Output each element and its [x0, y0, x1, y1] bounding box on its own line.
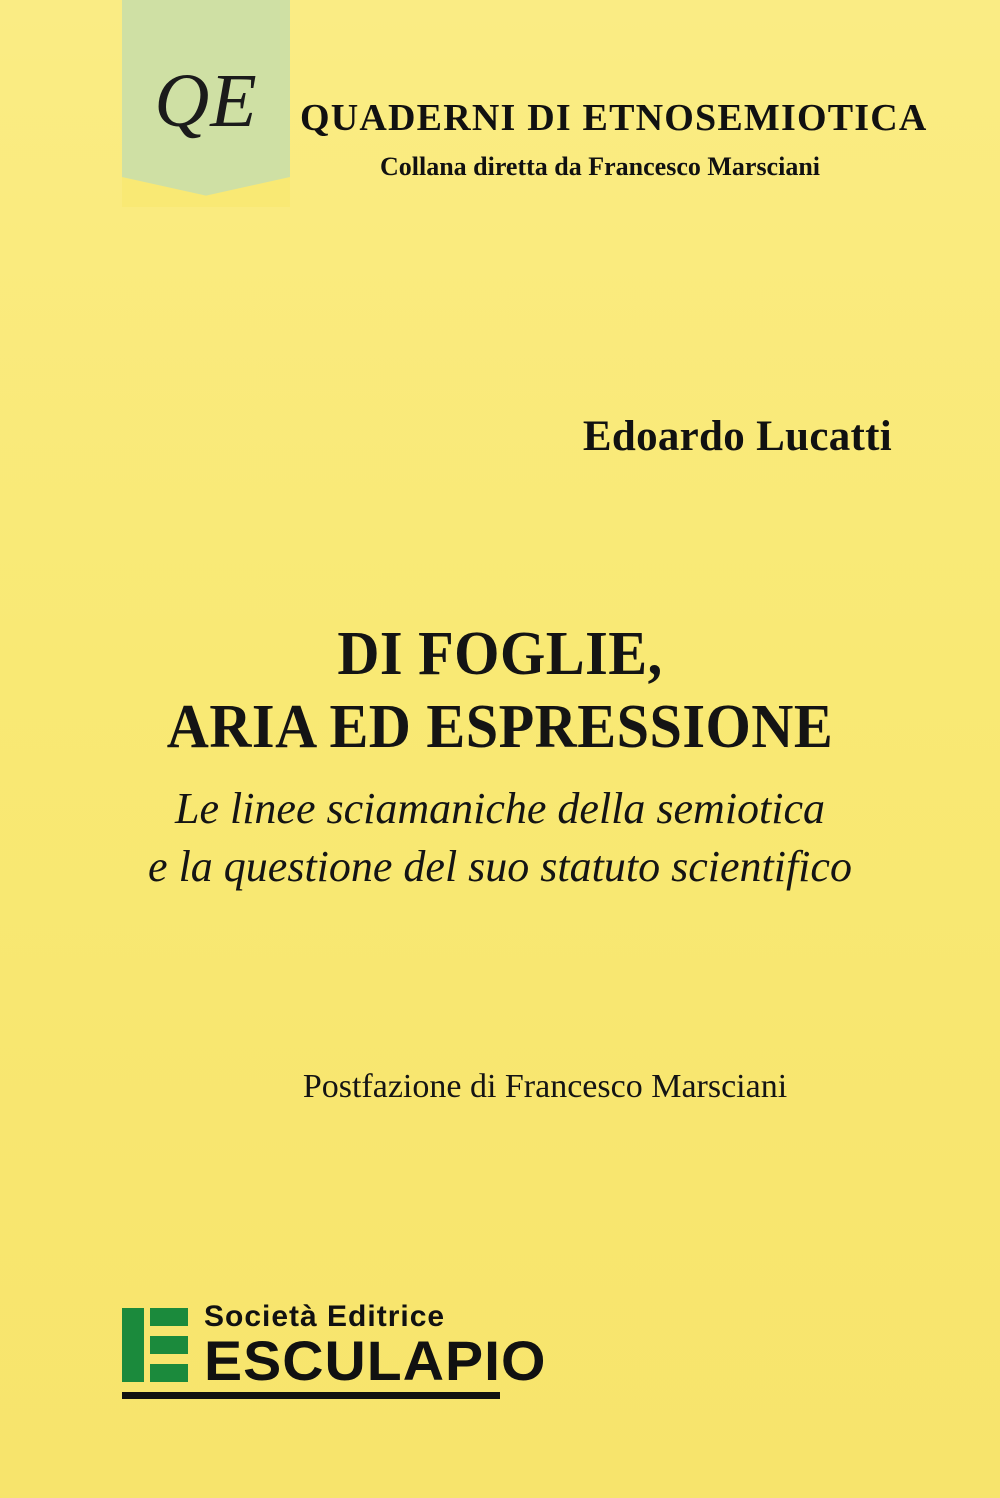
series-editor: Collana diretta da Francesco Marsciani — [379, 152, 821, 181]
author-name: Edoardo Lucatti — [582, 413, 892, 460]
series-badge-label: QE — [154, 59, 258, 143]
esculapio-logo-icon — [122, 1308, 188, 1382]
book-subtitle — [0, 780, 1000, 894]
publisher-name: ESCULAPIO — [204, 1329, 547, 1392]
afterword-credit: Postfazione di Francesco Marsciani — [302, 1068, 788, 1105]
series-name: QUADERNI DI ETNOSEMIOTICA — [300, 97, 928, 139]
book-subtitle-line-1: Le linee sciamaniche della semiotica — [174, 784, 826, 834]
publisher-name-small: Società Editrice — [204, 1300, 446, 1333]
publisher-rule — [122, 1392, 500, 1399]
series-heading — [300, 96, 928, 182]
title-block — [0, 618, 1000, 895]
series-band — [0, 0, 1000, 232]
series-badge — [122, 0, 290, 206]
book-title-line-1: DI FOGLIE, — [337, 620, 663, 688]
book-title-line-2: ARIA ED ESPRESSIONE — [166, 693, 834, 762]
book-subtitle-line-2: e la questione del suo statuto scientifico — [148, 841, 852, 891]
publisher-logo — [122, 1300, 547, 1410]
